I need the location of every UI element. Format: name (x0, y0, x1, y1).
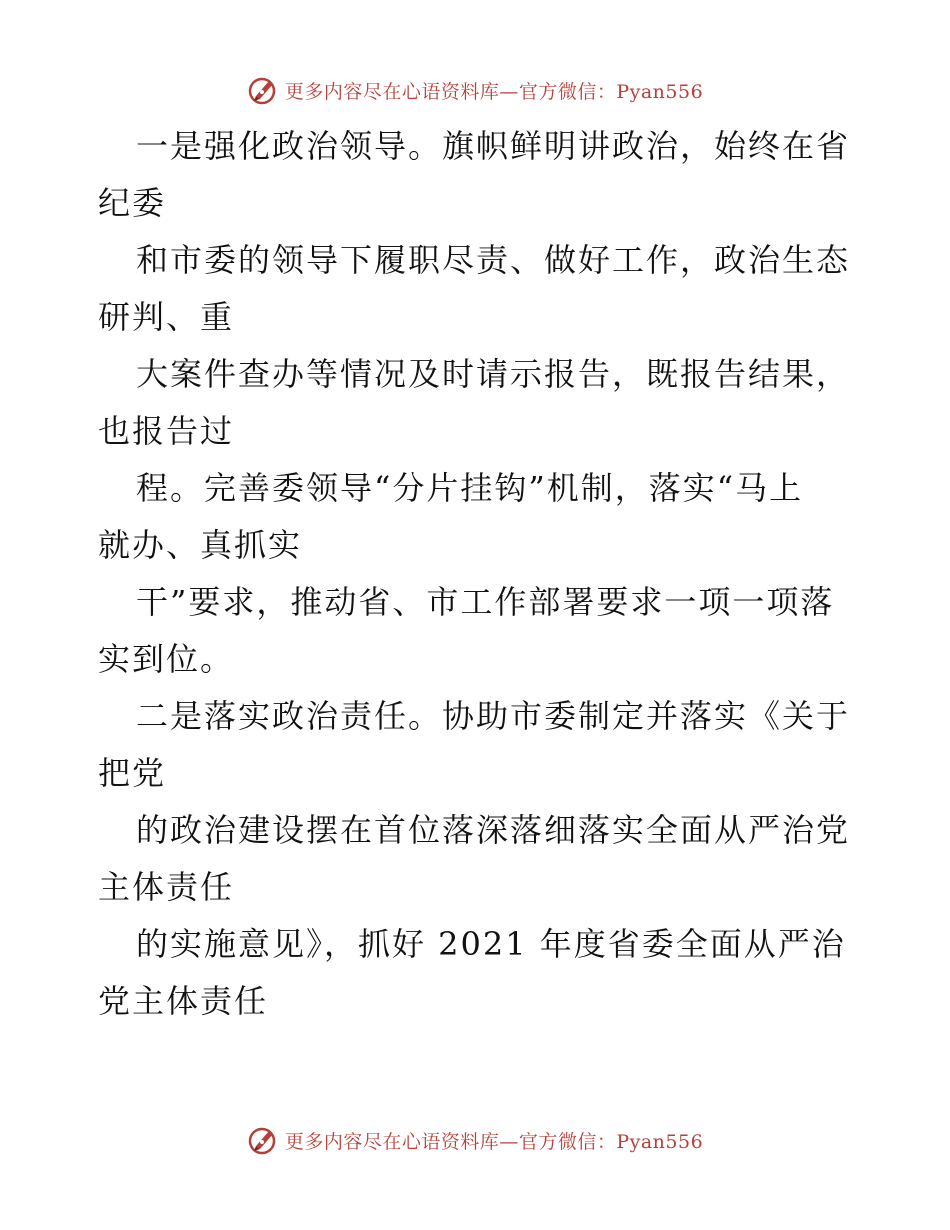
text-line: 把党 (98, 754, 167, 792)
watermark-text: 更多内容尽在心语资料库—官方微信：Pyan556 (284, 80, 704, 103)
document-body (98, 118, 858, 1030)
pen-logo-icon (247, 74, 279, 106)
text-line: 就办、真抓实 (98, 526, 303, 564)
text-line: 主体责任 (98, 868, 235, 906)
header-watermark (0, 70, 950, 110)
text-line: 实到位。 (98, 640, 235, 678)
text-line: 一是强化政治领导。旗帜鲜明讲政治，始终在省 (136, 127, 851, 165)
text-line: 研判、重 (98, 298, 235, 336)
text-line: 大案件查办等情况及时请示报告，既报告结果， (136, 355, 851, 393)
pen-logo-icon (247, 1124, 279, 1156)
watermark-text: 更多内容尽在心语资料库—官方微信：Pyan556 (284, 1130, 704, 1153)
text-line: 二是落实政治责任。协助市委制定并落实《关于 (136, 697, 851, 735)
text-line: 的实施意见》，抓好 2021 年度省委全面从严治 (136, 925, 846, 963)
text-line: 干”要求，推动省、市工作部署要求一项一项落 (136, 583, 835, 621)
text-line: 也报告过 (98, 412, 235, 450)
text-line: 党主体责任 (98, 982, 269, 1020)
text-line: 和市委的领导下履职尽责、做好工作，政治生态 (136, 241, 851, 279)
footer-watermark (0, 1120, 950, 1160)
text-line: 纪委 (98, 184, 167, 222)
text-line: 程。完善委领导“分片挂钩”机制，落实“马上 (136, 469, 804, 507)
text-line: 的政治建设摆在首位落深落细落实全面从严治党 (136, 811, 851, 849)
